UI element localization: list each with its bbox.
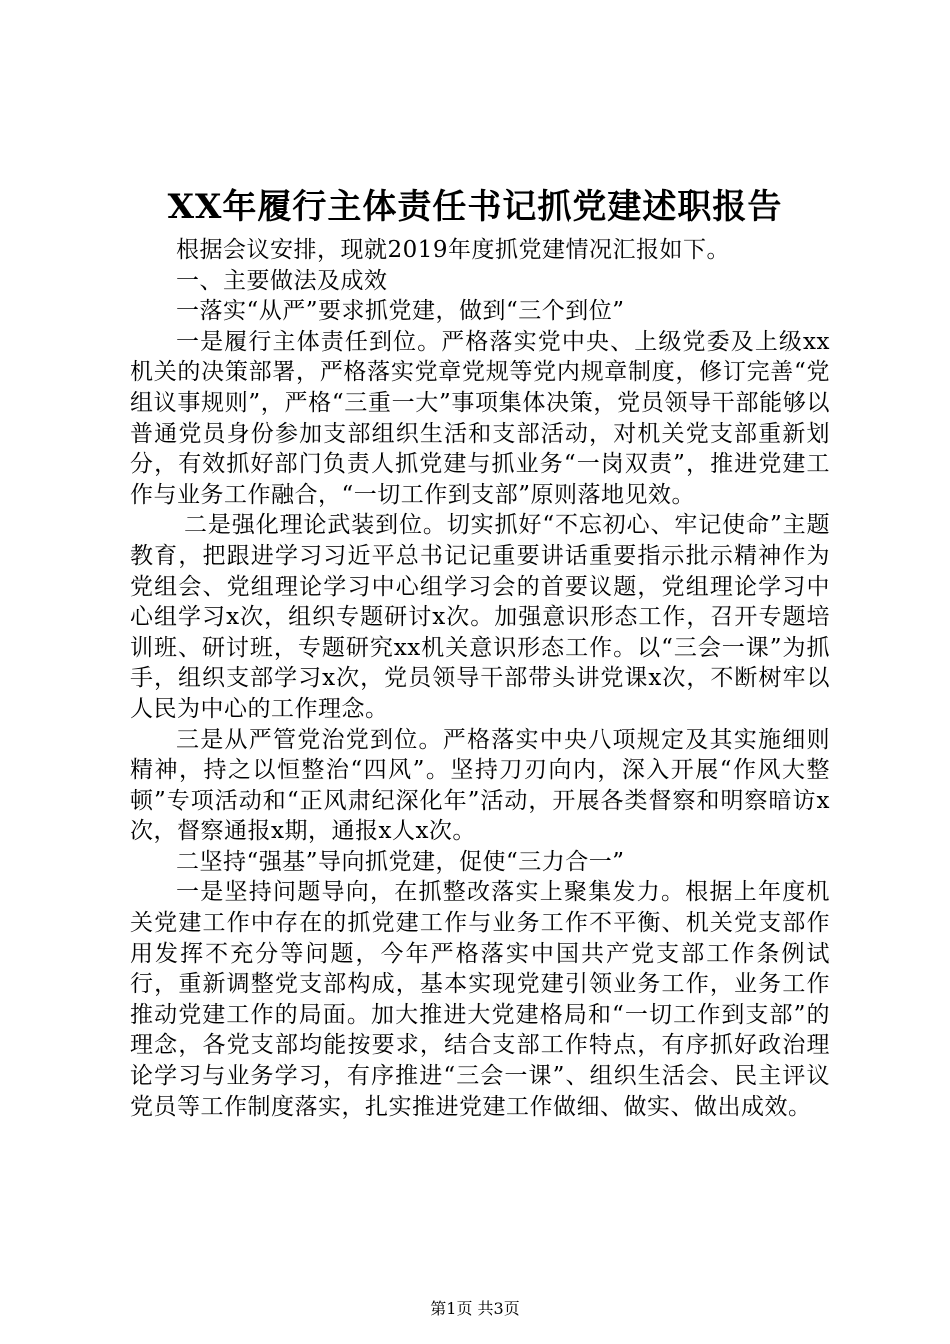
intro-paragraph: 根据会议安排，现就2019年度抓党建情况汇报如下。 bbox=[176, 237, 731, 263]
paragraph-theory: 二是强化理论武装到位。切实抓好“不忘初心、牢记使命”主题教育，把跟进学习习近平总书记记重要讲话重要指示批示精神作为党组会、党组理论学习中心组学习会的首要议题，党组理论学习中心组学习x次，组织专题研讨x次。加强意识形态工作，召开专题培训班、研讨班，专题研究xx机关意识形态工作。以“三会一课”为抓手，组织支部学习x次，党员领导干部带头讲党课x次，不断树牢以人民为中心的工作理念。 bbox=[130, 512, 830, 722]
document-title: XX年履行主体责任书记抓党建述职报告 bbox=[167, 187, 783, 227]
subsection-heading-2: 二坚持“强基”导向抓党建，促使“三力合一” bbox=[176, 848, 625, 875]
paragraph-discipline: 三是从严管党治党到位。严格落实中央八项规定及其实施细则精神，持之以恒整治“四风”。坚持刀刃向内，深入开展“作风大整顿”专项活动和“正风肃纪深化年”活动，开展各类督察和明察暗访x次，督察通报x期，通报x人x次。 bbox=[130, 726, 830, 845]
page-footer: 第1页 共3页 bbox=[430, 1299, 520, 1318]
paragraph-duty: 一是履行主体责任到位。严格落实党中央、上级党委及上级xx机关的决策部署，严格落实党章党规等党内规章制度，修订完善“党组议事规则”，严格“三重一大”事项集体决策，党员领导干部能够以普通党员身份参加支部组织生活和支部活动，对机关党支部重新划分，有效抓好部门负责人抓党建与抓业务“一岗双责”，推进党建工作与业务工作融合，“一切工作到支部”原则落地见效。 bbox=[130, 328, 830, 508]
document-body bbox=[130, 235, 830, 1122]
section-heading-main: 一、主要做法及成效 bbox=[176, 267, 388, 294]
paragraph-problem-oriented: 一是坚持问题导向，在抓整改落实上聚集发力。根据上年度机关党建工作中存在的抓党建工作与业务工作不平衡、机关党支部作用发挥不充分等问题，今年严格落实中国共产党支部工作条例试行，重新调整党支部构成，基本实现党建引领业务工作，业务工作推动党建工作的局面。加大推进大党建格局和“一切工作到支部”的理念，各党支部均能按要求，结合支部工作特点，有序抓好政治理论学习与业务学习，有序推进“三会一课”、组织生活会、民主评议党员等工作制度落实，扎实推进党建工作做细、做实、做出成效。 bbox=[130, 879, 830, 1120]
subsection-heading-1: 一落实“从严”要求抓党建，做到“三个到位” bbox=[176, 298, 625, 325]
